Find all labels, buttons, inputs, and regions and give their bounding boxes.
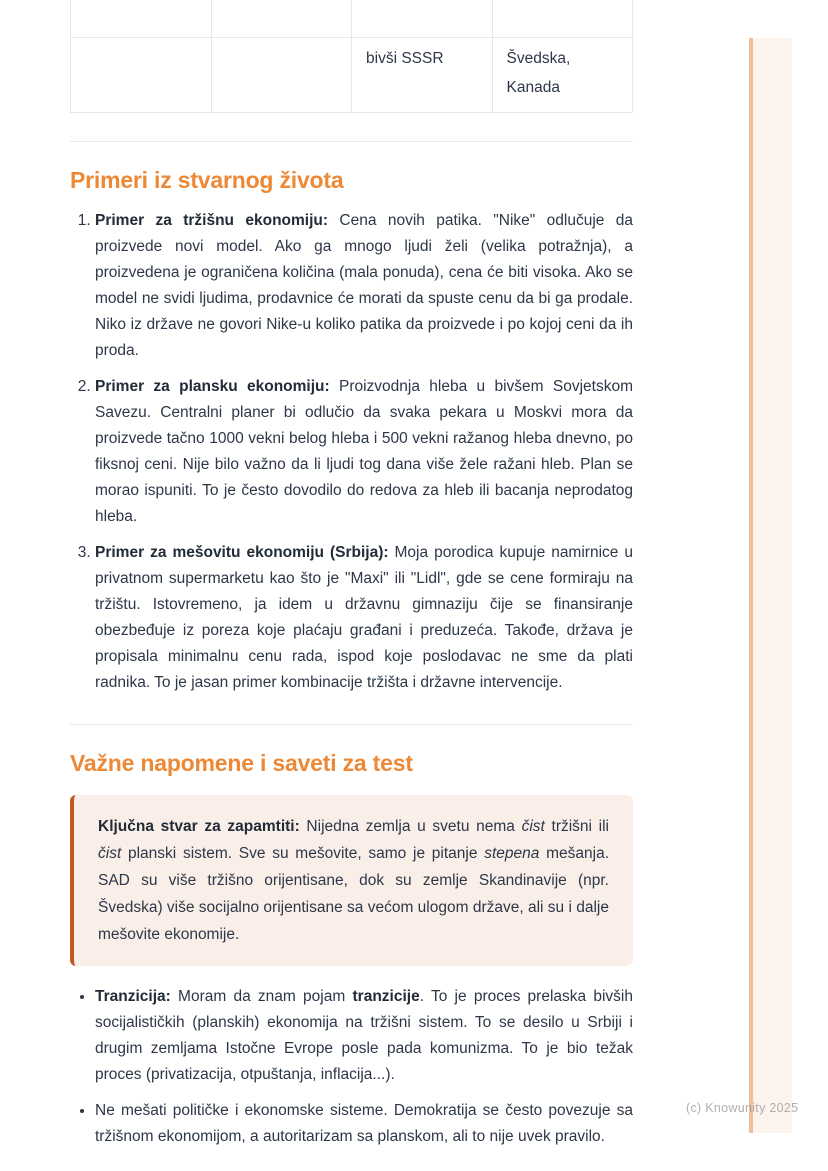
bullet-text: . To je proces prelaska bivših socijalističkih (planskih) ekonomija na tržišni sistem. To se desilo u Srbiji i drugim zemljama Istočne Evrope posle pada komunizma. To je bio težak proces (privatizacija, otpuštanja, inflacija...). — [95, 987, 633, 1083]
bullet-item-transition — [95, 984, 633, 1088]
list-item-planned-economy — [95, 374, 633, 530]
bullet-bold: tranzicije — [352, 987, 420, 1005]
table-cell — [211, 0, 352, 37]
heading-notes: Važne napomene i saveti za test — [70, 749, 413, 776]
callout-text: Nijedna zemlja u svetu nema — [299, 817, 522, 835]
table-cell: Švedska, Kanada — [492, 37, 633, 112]
table-cell — [492, 0, 633, 37]
list-item-text: Proizvodnja hleba u bivšem Sovjetskom Savezu. Centralni planer bi odlučio da svaka pekara u Moskvi mora da proizvede tačno 1000 vekni belog hleba i 500 vekni ražanog hleba dnevno, po fiksnoj ceni. Nije bilo važno da li ljudi tog dana više žele ražani hleb. Plan se morao ispuniti. To je često dovodilo do redova za hleb ili bacanja neprodatog hleba. — [95, 377, 633, 525]
page-margin-highlight-bar — [749, 38, 792, 1133]
table-row — [71, 0, 633, 37]
examples-list — [70, 208, 633, 696]
list-item-market-economy — [95, 208, 633, 364]
callout-text: mešanja. SAD su više tržišno orijentisane, dok su zemlje Skandinavije (npr. Švedska) više socijalno orijentisane sa većom ulogom države, ali su i dalje mešovite ekonomije. — [98, 844, 609, 943]
bullet-lead: Tranzicija: — [95, 987, 171, 1005]
notes-bullet-list — [70, 984, 633, 1150]
bullet-text: Ne mešati političke i ekonomske sisteme. Demokratija se često povezuje sa tržišnom ekonomijom, a autoritarizam sa planskom, ali to nije uvek pravilo. — [95, 1101, 633, 1145]
callout-italic: čist — [98, 844, 122, 862]
document-content — [70, 0, 633, 1150]
table-cell — [71, 0, 212, 37]
table-cell — [71, 37, 212, 112]
callout-text: planski sistem. Sve su mešovite, samo je pitanje — [121, 844, 485, 862]
callout-text: tržišni ili — [544, 817, 609, 835]
callout-lead: Ključna stvar za zapamtiti: — [98, 817, 300, 835]
bullet-text: Moram da znam pojam — [170, 987, 353, 1005]
callout-italic: stepena — [484, 844, 540, 862]
table-cell — [352, 0, 493, 37]
list-item-mixed-economy — [95, 540, 633, 696]
key-point-callout — [70, 795, 633, 966]
comparison-table-fragment — [70, 0, 633, 113]
table-cell — [211, 37, 352, 112]
heading-examples: Primeri iz stvarnog života — [70, 166, 344, 193]
list-item-lead: Primer za tržišnu ekonomiju: — [95, 211, 329, 229]
list-item-lead: Primer za mešovitu ekonomiju (Srbija): — [95, 543, 389, 561]
section-divider — [70, 724, 633, 725]
table-row — [71, 37, 633, 112]
list-item-lead: Primer za plansku ekonomiju: — [95, 377, 330, 395]
watermark-text: (c) Knowunity 2025 — [686, 1101, 799, 1115]
bullet-item-systems — [95, 1098, 633, 1150]
list-item-text: Cena novih patika. "Nike" odlučuje da proizvede novi model. Ako ga mnogo ljudi želi (velika potražnja), a proizvedena je ograničena količina (mala ponuda), cena će biti visoka. Ako se model ne svidi ljudima, prodavnice će morati da spuste cenu da bi ga prodale. Niko iz države ne govori Nike-u koliko patika da proizvede i po kojoj ceni da ih proda. — [95, 211, 633, 359]
section-divider — [70, 141, 633, 142]
callout-italic: čist — [521, 817, 545, 835]
list-item-text: Moja porodica kupuje namirnice u privatnom supermarketu kao što je "Maxi" ili "Lidl", gde se cene formiraju na tržištu. Istovremeno, ja idem u državnu gimnaziju čije se finansiranje obezbeđuje iz poreza koje plaćaju građani i preduzeća. Takođe, država je propisala minimalnu cenu rada, ispod koje poslodavac ne sme da plati radnika. To je jasan primer kombinacije tržišta i državne intervencije. — [95, 543, 633, 691]
table-cell: bivši SSSR — [352, 37, 493, 112]
